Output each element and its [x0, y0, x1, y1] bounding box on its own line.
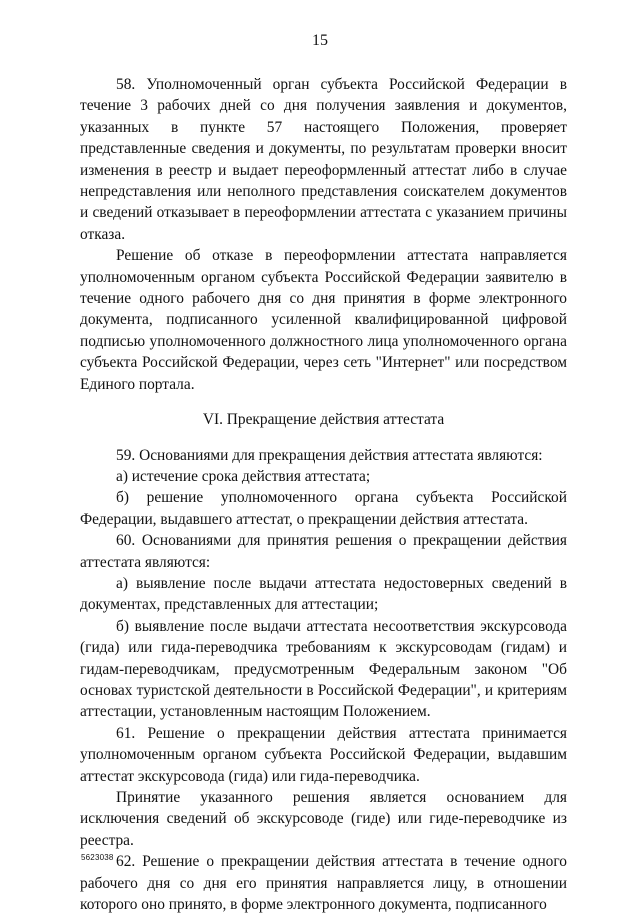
- paragraph-60-b: б) выявление после выдачи аттестата несоответствия экскурсовода (гида) или гида-переводчика требованиям к экскурсоводам (гидам) и гидам-переводчикам, предусмотренным Федеральным законом "Об основах туристской деятельности в Российской Федерации", и критериям аттестации, установленным настоящим Положением.: [80, 617, 567, 721]
- paragraph-refusal-decision: Решение об отказе в переоформлении аттестата направляется уполномоченным органом субъекта Российской Федерации заявителю в течение одного рабочего дня со дня принятия в форме электронного документа, подписанного усиленной квалифицированной цифровой подписью уполномоченного должностного лица уполномоченного органа субъекта Российской Федерации, через сеть "Интернет" или посредством Единого портала.: [80, 247, 567, 393]
- paragraph-62: 62. Решение о прекращении действия аттестата в течение одного рабочего дня со дня его принятия направляется лицу, в отношении которого оно принято, в форме электронного документа, подписанного: [80, 853, 567, 914]
- section-heading: VI. Прекращение действия аттестата: [202, 411, 445, 429]
- paragraph-61-exclusion: Принятие указанного решения является основанием для исключения сведений об экскурсоводе (гиде) или гиде-переводчике из реестра.: [80, 789, 567, 849]
- document-code: 5623038: [81, 853, 114, 862]
- document-body: [80, 74, 567, 915]
- paragraph-59-b: б) решение уполномоченного органа субъекта Российской Федерации, выдавшего аттестат, о прекращении действия аттестата.: [80, 489, 567, 528]
- paragraph-60-a: а) выявление после выдачи аттестата недостоверных сведений в документах, представленных для аттестации;: [80, 574, 567, 614]
- paragraph-60: 60. Основаниями для принятия решения о прекращении действия аттестата являются:: [80, 532, 567, 571]
- paragraph-59-a: а) истечение срока действия аттестата;: [116, 467, 371, 485]
- paragraph-61: 61. Решение о прекращении действия аттестата принимается уполномоченным органом субъекта Российской Федерации, выдавшим аттестат экскурсовода (гида) или гида-переводчика.: [80, 724, 567, 785]
- paragraph-58: 58. Уполномоченный орган субъекта Российской Федерации в течение 3 рабочих дней со дня получения заявления и документов, указанных в пункте 57 настоящего Положения, проверяет представленные сведения и документы, по результатам проверки вносит изменения в реестр и выдает переоформленный аттестат либо в случае непредставления или неполного представления соискателем документов и сведений отказывает в переоформлении аттестата с указанием причины отказа.: [80, 76, 567, 243]
- page-number: 15: [312, 32, 328, 49]
- paragraph-59: 59. Основаниями для прекращения действия аттестата являются:: [116, 446, 543, 464]
